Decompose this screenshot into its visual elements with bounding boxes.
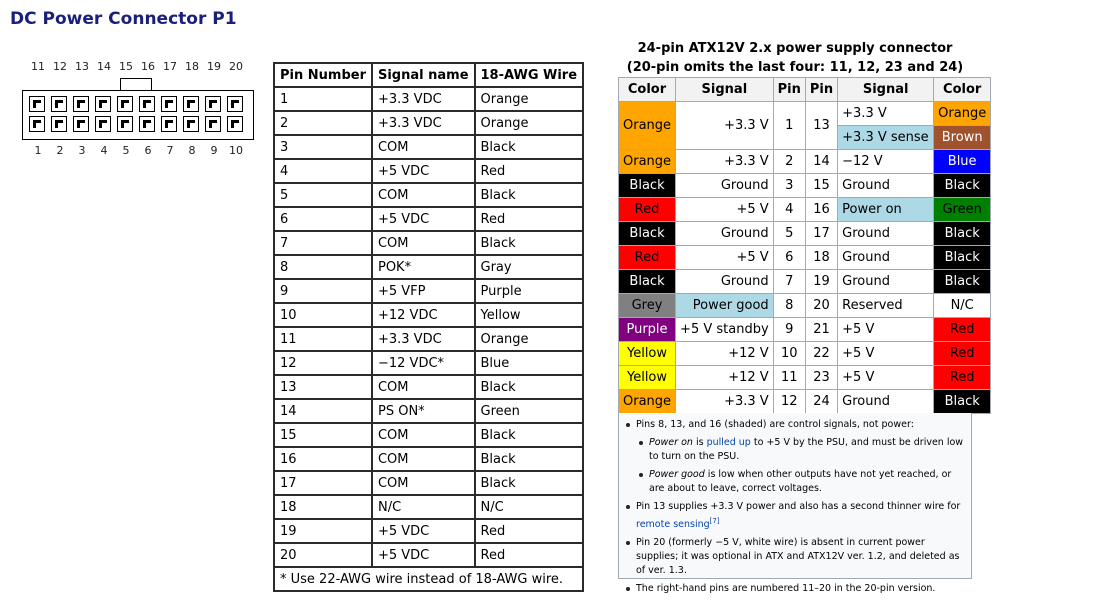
connector-pin bbox=[205, 116, 221, 132]
atx-row bbox=[619, 174, 991, 198]
connector-pin bbox=[205, 96, 221, 112]
pin-table-footnote: * Use 22-AWG wire instead of 18-AWG wire. bbox=[274, 567, 583, 591]
connector-pin bbox=[161, 96, 177, 112]
wire-color: Red bbox=[475, 159, 584, 183]
atx-signal-left: Power good bbox=[676, 294, 774, 318]
pin-label-bottom: 4 bbox=[100, 144, 108, 157]
atx-signal-left: +3.3 V bbox=[676, 150, 774, 174]
atx-color-left: Black bbox=[619, 174, 676, 198]
atx-caption-line1: 24-pin ATX12V 2.x power supply connector bbox=[637, 41, 953, 56]
atx-color-left: Orange bbox=[619, 102, 676, 150]
page-title: DC Power Connector P1 bbox=[10, 9, 237, 29]
signal-name: +3.3 VDC bbox=[372, 111, 475, 135]
atx-signal-left: +12 V bbox=[676, 342, 774, 366]
wire-color: Red bbox=[475, 207, 584, 231]
connector-pin bbox=[117, 96, 133, 112]
table-row bbox=[274, 231, 583, 255]
atx-color-right: Black bbox=[934, 390, 991, 414]
atx-color-right: Red bbox=[934, 342, 991, 366]
wire-color: Black bbox=[475, 375, 584, 399]
note-text: The right-hand pins are numbered 11–20 in the 20-pin version. bbox=[636, 583, 936, 595]
table-row bbox=[274, 351, 583, 375]
pin-number: 5 bbox=[274, 183, 372, 207]
table-row bbox=[274, 159, 583, 183]
signal-name: +12 VDC bbox=[372, 303, 475, 327]
pin-table bbox=[273, 62, 584, 592]
connector-pin bbox=[139, 116, 155, 132]
signal-name: POK* bbox=[372, 255, 475, 279]
note-text: is bbox=[692, 437, 707, 448]
signal-name: COM bbox=[372, 135, 475, 159]
pin-number: 3 bbox=[274, 135, 372, 159]
atx-header-pin-right: Pin bbox=[805, 78, 837, 102]
atx-pin-right: 23 bbox=[805, 366, 837, 390]
pin-number: 15 bbox=[274, 423, 372, 447]
atx-color-left: Purple bbox=[619, 318, 676, 342]
wire-color: Red bbox=[475, 543, 584, 567]
atx-pin-left: 11 bbox=[773, 366, 805, 390]
atx-color-left: Orange bbox=[619, 390, 676, 414]
atx-pin-right: 18 bbox=[805, 246, 837, 270]
wire-color: Orange bbox=[475, 87, 584, 111]
atx-row bbox=[619, 198, 991, 222]
atx-signal-left: +5 V standby bbox=[676, 318, 774, 342]
table-row bbox=[274, 327, 583, 351]
wire-color: Black bbox=[475, 135, 584, 159]
pin-number: 12 bbox=[274, 351, 372, 375]
note-item bbox=[623, 582, 965, 596]
signal-name: COM bbox=[372, 231, 475, 255]
atx-pin-left: 1 bbox=[773, 102, 805, 150]
pin-label-top: 16 bbox=[141, 60, 155, 73]
pin-label-top: 20 bbox=[229, 60, 243, 73]
table-row bbox=[274, 207, 583, 231]
table-row bbox=[274, 543, 583, 567]
atx-pin-right: 21 bbox=[805, 318, 837, 342]
atx-signal-right: Ground bbox=[838, 390, 934, 414]
wire-color: Green bbox=[475, 399, 584, 423]
table-row bbox=[274, 135, 583, 159]
connector-pin bbox=[95, 116, 111, 132]
pin-label-top: 12 bbox=[53, 60, 67, 73]
pin-label-top: 13 bbox=[75, 60, 89, 73]
pin-number: 16 bbox=[274, 447, 372, 471]
atx-row bbox=[619, 102, 991, 126]
pin-label-bottom: 10 bbox=[229, 144, 243, 157]
pin-number: 19 bbox=[274, 519, 372, 543]
wire-color: Black bbox=[475, 231, 584, 255]
pin-label-top: 15 bbox=[119, 60, 133, 73]
connector-pin bbox=[227, 116, 243, 132]
atx-pin-right: 15 bbox=[805, 174, 837, 198]
table-row bbox=[274, 303, 583, 327]
wire-color: Orange bbox=[475, 327, 584, 351]
atx-pin-left: 2 bbox=[773, 150, 805, 174]
atx-header-signal-right: Signal bbox=[838, 78, 934, 102]
atx-pin-left: 9 bbox=[773, 318, 805, 342]
atx-row bbox=[619, 150, 991, 174]
atx-signal-right: Ground bbox=[838, 246, 934, 270]
atx-signal-right: Ground bbox=[838, 174, 934, 198]
atx-row bbox=[619, 246, 991, 270]
pin-label-top: 17 bbox=[163, 60, 177, 73]
connector-pin bbox=[183, 116, 199, 132]
table-row bbox=[274, 255, 583, 279]
atx-pin-left: 8 bbox=[773, 294, 805, 318]
atx-signal-right: Ground bbox=[838, 222, 934, 246]
note-text: Pins 8, 13, and 16 (shaded) are control signals, not power: bbox=[636, 419, 914, 430]
wire-color: N/C bbox=[475, 495, 584, 519]
wire-color: Orange bbox=[475, 111, 584, 135]
note-text: is low when other outputs have not yet reached, or are about to leave, correct voltages. bbox=[649, 469, 952, 494]
signal-name: COM bbox=[372, 183, 475, 207]
signal-name: −12 VDC* bbox=[372, 351, 475, 375]
atx-pin-right: 17 bbox=[805, 222, 837, 246]
wire-color: Black bbox=[475, 183, 584, 207]
header-pin-number: Pin Number bbox=[274, 63, 372, 87]
table-row bbox=[274, 87, 583, 111]
connector-pin bbox=[29, 96, 45, 112]
atx-color-right: Black bbox=[934, 246, 991, 270]
atx-signal-right: Ground bbox=[838, 270, 934, 294]
atx-color-left: Red bbox=[619, 246, 676, 270]
signal-name: COM bbox=[372, 471, 475, 495]
pulled-up-link[interactable]: pulled up bbox=[706, 437, 751, 448]
connector-pin bbox=[73, 116, 89, 132]
atx-signal-right: −12 V bbox=[838, 150, 934, 174]
atx-color-left: Orange bbox=[619, 150, 676, 174]
pin-number: 7 bbox=[274, 231, 372, 255]
pin-number: 8 bbox=[274, 255, 372, 279]
atx-header-signal-left: Signal bbox=[676, 78, 774, 102]
signal-name: +5 VDC bbox=[372, 207, 475, 231]
pin-number: 11 bbox=[274, 327, 372, 351]
atx-signal-left: Ground bbox=[676, 174, 774, 198]
pin-number: 10 bbox=[274, 303, 372, 327]
wire-color: Black bbox=[475, 423, 584, 447]
atx-signal-right: Reserved bbox=[838, 294, 934, 318]
header-signal-name: Signal name bbox=[372, 63, 475, 87]
atx-signal-right: +5 V bbox=[838, 342, 934, 366]
atx-color-right: Black bbox=[934, 270, 991, 294]
pin-label-top: 19 bbox=[207, 60, 221, 73]
atx-pin-right: 14 bbox=[805, 150, 837, 174]
atx-pin-left: 7 bbox=[773, 270, 805, 294]
pin-label-bottom: 9 bbox=[210, 144, 218, 157]
atx-pin-left: 10 bbox=[773, 342, 805, 366]
table-row bbox=[274, 519, 583, 543]
atx-header-color-left: Color bbox=[619, 78, 676, 102]
signal-name: +5 VDC bbox=[372, 159, 475, 183]
atx-signal-right: +5 V bbox=[838, 318, 934, 342]
pin-number: 20 bbox=[274, 543, 372, 567]
wire-color: Purple bbox=[475, 279, 584, 303]
signal-name: COM bbox=[372, 375, 475, 399]
pin-number: 6 bbox=[274, 207, 372, 231]
atx-color-right: Red bbox=[934, 318, 991, 342]
wire-color: Blue bbox=[475, 351, 584, 375]
atx-caption bbox=[618, 39, 972, 77]
connector-pin bbox=[51, 96, 67, 112]
atx-signal-left: +5 V bbox=[676, 198, 774, 222]
table-row bbox=[274, 111, 583, 135]
pin-label-bottom: 3 bbox=[78, 144, 86, 157]
table-row bbox=[274, 375, 583, 399]
pin-label-bottom: 2 bbox=[56, 144, 64, 157]
connector-pin bbox=[139, 96, 155, 112]
atx-signal-left: +5 V bbox=[676, 246, 774, 270]
atx-pin-right: 19 bbox=[805, 270, 837, 294]
connector-pin bbox=[29, 116, 45, 132]
atx-row bbox=[619, 222, 991, 246]
atx-signal-right: Power on bbox=[838, 198, 934, 222]
note-emphasis: Power on bbox=[649, 437, 693, 448]
note-item bbox=[623, 418, 965, 496]
atx-pin-left: 6 bbox=[773, 246, 805, 270]
reference-link[interactable]: [7] bbox=[709, 517, 720, 525]
atx-pin-right: 22 bbox=[805, 342, 837, 366]
atx-color-left: Grey bbox=[619, 294, 676, 318]
wire-color: Black bbox=[475, 471, 584, 495]
table-row bbox=[274, 399, 583, 423]
atx-signal-left: Ground bbox=[676, 270, 774, 294]
atx-row bbox=[619, 342, 991, 366]
atx-header-row bbox=[619, 78, 991, 102]
table-row bbox=[274, 495, 583, 519]
atx-signal-right: +5 V bbox=[838, 366, 934, 390]
table-row bbox=[274, 423, 583, 447]
atx-pin-left: 4 bbox=[773, 198, 805, 222]
note-item bbox=[623, 500, 965, 532]
pin-number: 13 bbox=[274, 375, 372, 399]
atx-row bbox=[619, 270, 991, 294]
atx-color-right: Blue bbox=[934, 150, 991, 174]
note-item bbox=[636, 468, 965, 496]
note-text: Pin 20 (formerly −5 V, white wire) is absent in current power supplies; it was optional in ATX and ATX12V ver. 1.2, and deleted as of ver. 1.3. bbox=[636, 537, 960, 577]
atx-signal-left: +12 V bbox=[676, 366, 774, 390]
atx-signal-left: Ground bbox=[676, 222, 774, 246]
atx-signal-left: +3.3 V bbox=[676, 390, 774, 414]
table-row bbox=[274, 471, 583, 495]
connector-pin bbox=[161, 116, 177, 132]
signal-name: +3.3 VDC bbox=[372, 327, 475, 351]
wire-color: Gray bbox=[475, 255, 584, 279]
atx-signal-right: +3.3 V sense bbox=[838, 126, 934, 150]
wire-color: Red bbox=[475, 519, 584, 543]
atx-color-left: Yellow bbox=[619, 366, 676, 390]
pin-table-header bbox=[274, 63, 583, 87]
connector-pin bbox=[95, 96, 111, 112]
signal-name: COM bbox=[372, 423, 475, 447]
atx-caption-line2: (20-pin omits the last four: 11, 12, 23 and 24) bbox=[626, 60, 964, 75]
note-text: to +5 V by the PSU, and must be driven low to turn on the PSU. bbox=[649, 437, 964, 462]
atx-row bbox=[619, 318, 991, 342]
atx-signal-left: +3.3 V bbox=[676, 102, 774, 150]
atx-pin-left: 5 bbox=[773, 222, 805, 246]
atx-table bbox=[618, 77, 991, 414]
pin-label-bottom: 8 bbox=[188, 144, 196, 157]
atx-color-right: Green bbox=[934, 198, 991, 222]
atx-color-right: Black bbox=[934, 222, 991, 246]
atx-row bbox=[619, 294, 991, 318]
pin-label-top: 18 bbox=[185, 60, 199, 73]
pin-number: 18 bbox=[274, 495, 372, 519]
pin-label-bottom: 5 bbox=[122, 144, 130, 157]
atx-pin-left: 3 bbox=[773, 174, 805, 198]
wire-color: Black bbox=[475, 447, 584, 471]
pin-number: 14 bbox=[274, 399, 372, 423]
atx-color-right: Red bbox=[934, 366, 991, 390]
signal-name: +5 VFP bbox=[372, 279, 475, 303]
connector-pin bbox=[51, 116, 67, 132]
note-item bbox=[623, 536, 965, 578]
note-text: Pin 13 supplies +3.3 V power and also has a second thinner wire for bbox=[636, 501, 961, 512]
connector-pin bbox=[73, 96, 89, 112]
table-row bbox=[274, 183, 583, 207]
atx-color-right: N/C bbox=[934, 294, 991, 318]
connector-pin bbox=[117, 116, 133, 132]
atx-row bbox=[619, 366, 991, 390]
atx-color-right: Brown bbox=[934, 126, 991, 150]
atx-pin-left: 12 bbox=[773, 390, 805, 414]
atx-pin-right: 16 bbox=[805, 198, 837, 222]
signal-name: +5 VDC bbox=[372, 519, 475, 543]
atx-header-color-right: Color bbox=[934, 78, 991, 102]
connector-pin bbox=[227, 96, 243, 112]
remote-sensing-link[interactable]: remote sensing bbox=[636, 519, 710, 531]
atx-color-right: Black bbox=[934, 174, 991, 198]
atx-color-left: Black bbox=[619, 222, 676, 246]
note-item bbox=[636, 436, 965, 464]
pin-number: 9 bbox=[274, 279, 372, 303]
pin-label-bottom: 6 bbox=[144, 144, 152, 157]
signal-name: +3.3 VDC bbox=[372, 87, 475, 111]
table-row bbox=[274, 447, 583, 471]
atx-pin-right: 20 bbox=[805, 294, 837, 318]
atx-row bbox=[619, 390, 991, 414]
pin-label-bottom: 7 bbox=[166, 144, 174, 157]
note-emphasis: Power good bbox=[649, 469, 705, 480]
pin-label-top: 11 bbox=[31, 60, 45, 73]
table-row bbox=[274, 279, 583, 303]
signal-name: N/C bbox=[372, 495, 475, 519]
atx-pin-right: 24 bbox=[805, 390, 837, 414]
signal-name: +5 VDC bbox=[372, 543, 475, 567]
atx-notes bbox=[618, 413, 972, 595]
pin-number: 2 bbox=[274, 111, 372, 135]
atx-signal-right: +3.3 V bbox=[838, 102, 934, 126]
pin-number: 4 bbox=[274, 159, 372, 183]
pin-label-top: 14 bbox=[97, 60, 111, 73]
atx-pin-right: 13 bbox=[805, 102, 837, 150]
atx-header-pin-left: Pin bbox=[773, 78, 805, 102]
atx-color-left: Red bbox=[619, 198, 676, 222]
connector-pin bbox=[183, 96, 199, 112]
atx-color-left: Black bbox=[619, 270, 676, 294]
pin-number: 1 bbox=[274, 87, 372, 111]
wire-color: Yellow bbox=[475, 303, 584, 327]
atx-color-left: Yellow bbox=[619, 342, 676, 366]
signal-name: PS ON* bbox=[372, 399, 475, 423]
signal-name: COM bbox=[372, 447, 475, 471]
connector-body bbox=[22, 90, 254, 140]
pin-table-footnote-row bbox=[274, 567, 583, 591]
header-wire: 18-AWG Wire bbox=[475, 63, 584, 87]
pin-label-bottom: 1 bbox=[34, 144, 42, 157]
pin-number: 17 bbox=[274, 471, 372, 495]
connector-diagram bbox=[22, 60, 262, 160]
atx-color-right: Orange bbox=[934, 102, 991, 126]
